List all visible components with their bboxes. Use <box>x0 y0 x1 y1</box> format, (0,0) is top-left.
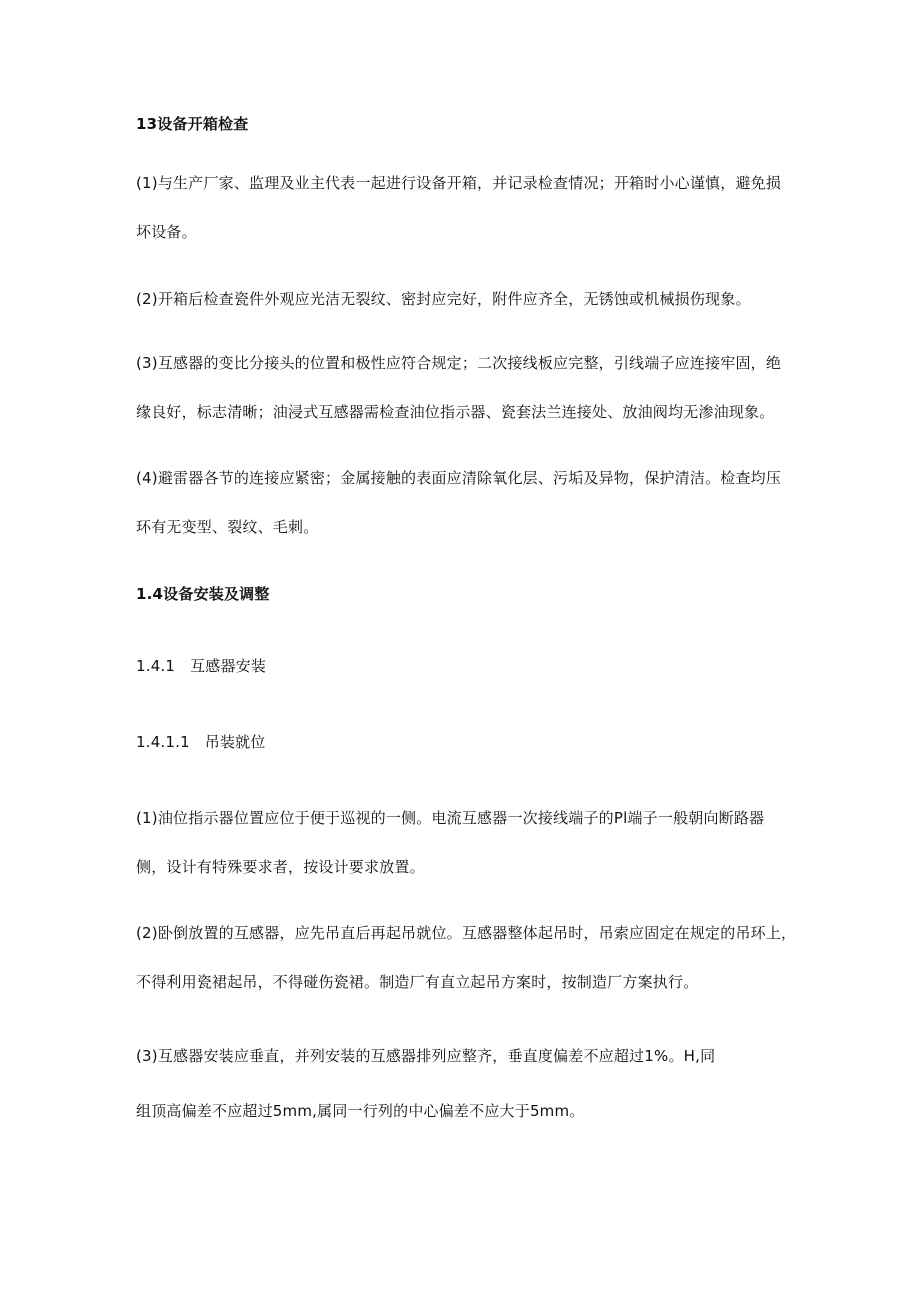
paragraph-13-1-line-2: 坏设备。 <box>136 223 197 241</box>
section-heading-14: 1.4设备安装及调整 <box>136 585 270 603</box>
paragraph-1411-1-line-1: (1)油位指示器位置应位于便于巡视的一侧。电流互感器一次接线端子的Pl端子一般朝向断路器 <box>136 809 765 827</box>
paragraph-13-4-line-1: (4)避雷器各节的连接应紧密；金属接触的表面应清除氧化层、污垢及异物，保护清洁。检查均压 <box>136 469 782 487</box>
section-heading-13: 13设备开箱检查 <box>136 115 249 133</box>
paragraph-1411-3-line-2: 组顶高偏差不应超过5mm,属同一行列的中心偏差不应大于5mm。 <box>136 1102 585 1120</box>
paragraph-13-1-line-1: (1)与生产厂家、监理及业主代表一起进行设备开箱，并记录检查情况；开箱时小心谨慎，避免损 <box>136 174 782 192</box>
subsection-heading-1411: 1.4.1.1 吊装就位 <box>136 733 266 751</box>
paragraph-13-2-line-1: (2)开箱后检查瓷件外观应光洁无裂纹、密封应完好，附件应齐全，无锈蚀或机械损伤现象。 <box>136 290 751 308</box>
paragraph-13-3-line-1: (3)互感器的变比分接头的位置和极性应符合规定；二次接线板应完整，引线端子应连接牢固，绝 <box>136 354 782 372</box>
paragraph-13-4-line-2: 环有无变型、裂纹、毛刺。 <box>136 518 319 536</box>
paragraph-1411-2-line-2: 不得利用瓷裙起吊，不得碰伤瓷裙。制造厂有直立起吊方案时，按制造厂方案执行。 <box>136 973 699 991</box>
paragraph-1411-3-line-1: (3)互感器安装应垂直，并列安装的互感器排列应整齐，垂直度偏差不应超过1%。H,同 <box>136 1047 716 1065</box>
paragraph-13-3-line-2: 缘良好，标志清晰；油浸式互感器需检查油位指示器、瓷套法兰连接处、放油阀均无渗油现象。 <box>136 403 775 421</box>
paragraph-1411-1-line-2: 侧，设计有特殊要求者，按设计要求放置。 <box>136 858 425 876</box>
paragraph-1411-2-line-1: (2)卧倒放置的互感器，应先吊直后再起吊就位。互感器整体起吊时，吊索应固定在规定的吊环上， <box>136 924 797 942</box>
subsection-heading-141: 1.4.1 互感器安装 <box>136 657 267 675</box>
